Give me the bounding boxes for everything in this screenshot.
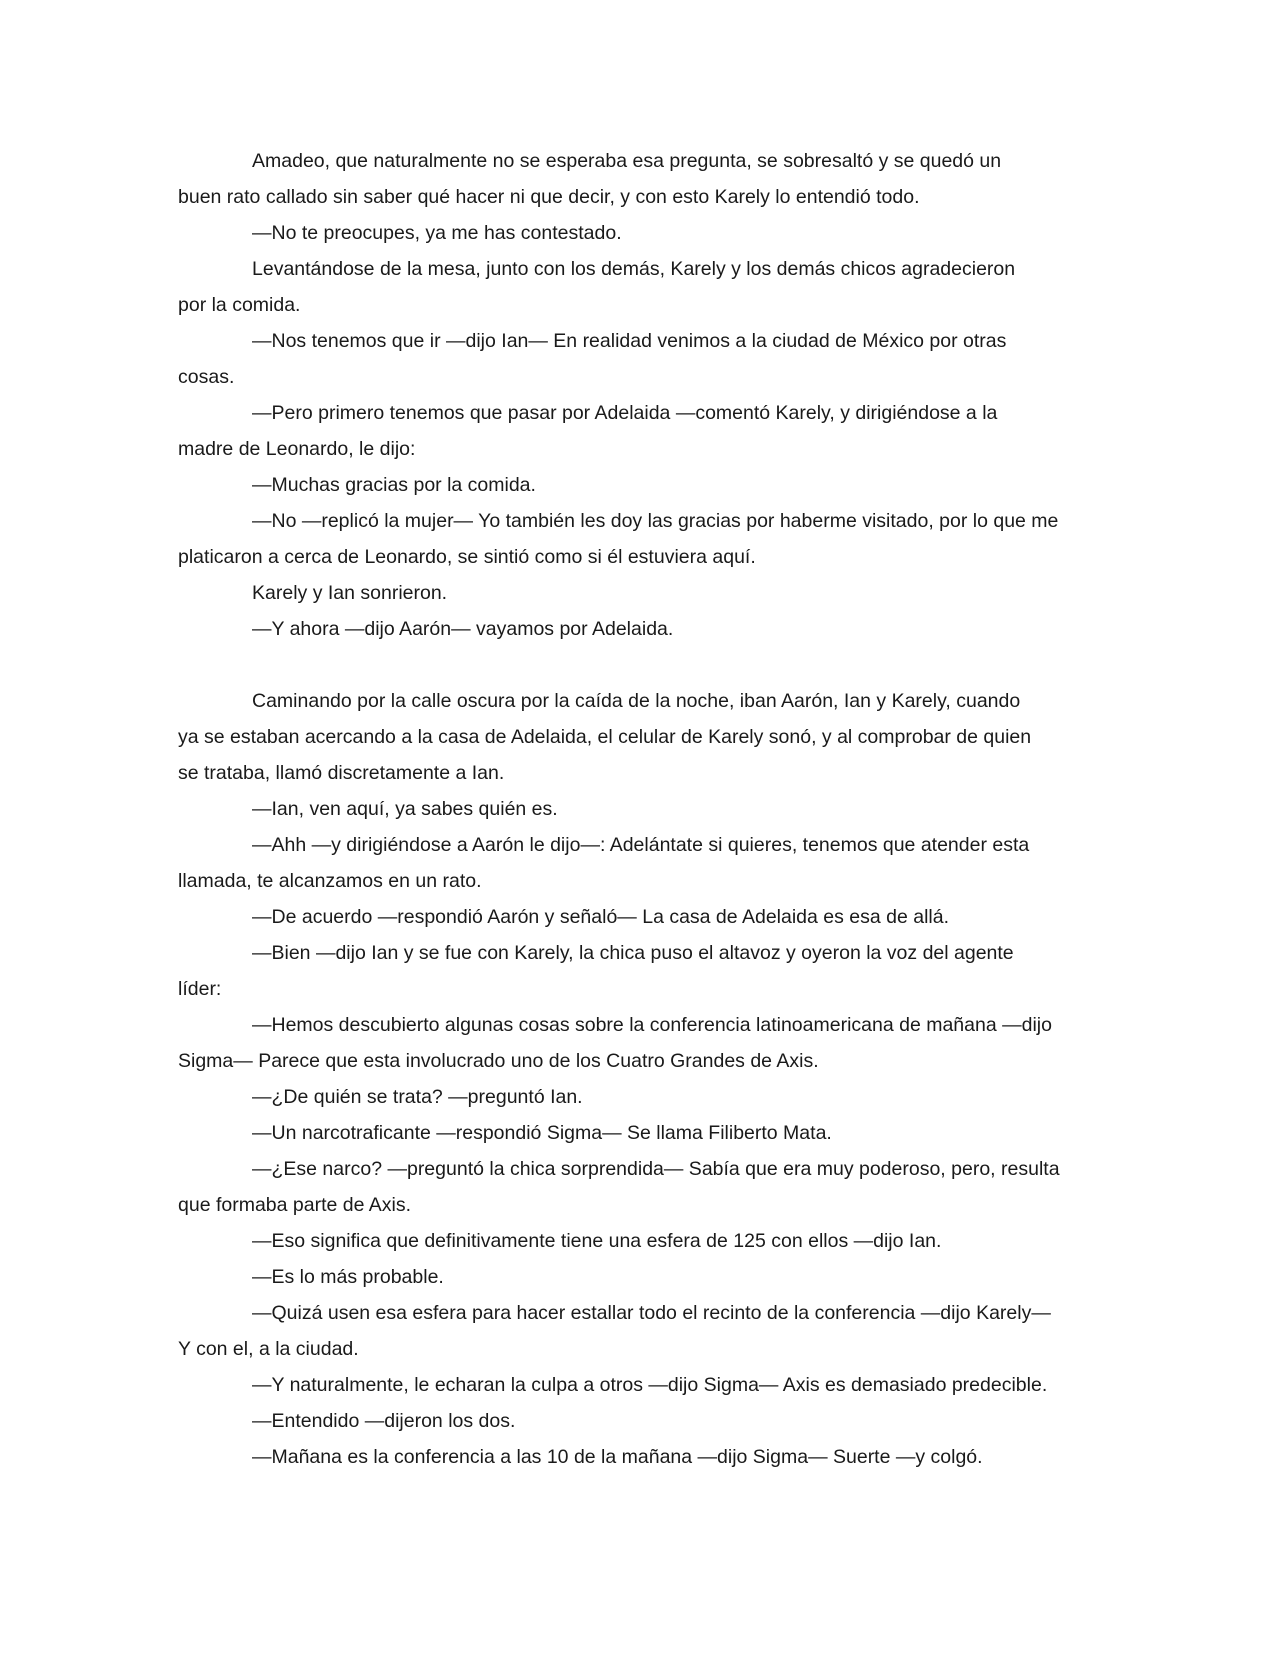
paragraph-first-line: Karely y Ian sonrieron. bbox=[252, 582, 448, 604]
paragraph-first-line: —No te preocupes, ya me has contestado. bbox=[252, 222, 622, 244]
paragraph-first-line: —Bien —dijo Ian y se fue con Karely, la chica puso el altavoz y oyeron la voz del agente bbox=[252, 942, 1014, 964]
paragraph-first-line: —Un narcotraficante —respondió Sigma— Se llama Filiberto Mata. bbox=[252, 1122, 832, 1144]
paragraph-first-line: —¿De quién se trata? —preguntó Ian. bbox=[252, 1086, 583, 1108]
paragraph-continuation-line: por la comida. bbox=[178, 294, 301, 316]
paragraph-first-line: —Nos tenemos que ir —dijo Ian— En realidad venimos a la ciudad de México por otras bbox=[252, 330, 1007, 352]
paragraph-continuation-line: Y con el, a la ciudad. bbox=[178, 1338, 359, 1360]
paragraph-continuation-line: que formaba parte de Axis. bbox=[178, 1194, 412, 1216]
paragraph-first-line: —¿Ese narco? —preguntó la chica sorprendida— Sabía que era muy poderoso, pero, resulta bbox=[252, 1158, 1060, 1180]
paragraph-first-line: —Y ahora —dijo Aarón— vayamos por Adelaida. bbox=[252, 618, 674, 640]
paragraph-continuation-line: se trataba, llamó discretamente a Ian. bbox=[178, 762, 505, 784]
paragraph-continuation-line: llamada, te alcanzamos en un rato. bbox=[178, 870, 482, 892]
paragraph-continuation-line: platicaron a cerca de Leonardo, se sintió como si él estuviera aquí. bbox=[178, 546, 756, 568]
paragraph-first-line: —Quizá usen esa esfera para hacer estallar todo el recinto de la conferencia —dijo Karely— bbox=[252, 1302, 1051, 1324]
paragraph-first-line: —No —replicó la mujer— Yo también les doy las gracias por haberme visitado, por lo que me bbox=[252, 510, 1059, 532]
paragraph-continuation-line: Sigma— Parece que esta involucrado uno de los Cuatro Grandes de Axis. bbox=[178, 1050, 819, 1072]
paragraph-first-line: Amadeo, que naturalmente no se esperaba esa pregunta, se sobresaltó y se quedó un bbox=[252, 150, 1002, 172]
paragraph-continuation-line: ya se estaban acercando a la casa de Adelaida, el celular de Karely sonó, y al comprobar de quien bbox=[178, 726, 1032, 748]
paragraph-first-line: —Mañana es la conferencia a las 10 de la mañana —dijo Sigma— Suerte —y colgó. bbox=[252, 1446, 983, 1468]
paragraph-continuation-line: cosas. bbox=[178, 366, 235, 388]
paragraph-first-line: —Es lo más probable. bbox=[252, 1266, 444, 1288]
paragraph-first-line: —De acuerdo —respondió Aarón y señaló— La casa de Adelaida es esa de allá. bbox=[252, 906, 950, 928]
paragraph-first-line: —Muchas gracias por la comida. bbox=[252, 474, 536, 496]
paragraph-first-line: —Pero primero tenemos que pasar por Adelaida —comentó Karely, y dirigiéndose a la bbox=[252, 402, 998, 424]
paragraph-continuation-line: madre de Leonardo, le dijo: bbox=[178, 438, 416, 460]
paragraph-first-line: —Ahh —y dirigiéndose a Aarón le dijo—: Adelántate si quieres, tenemos que atender esta bbox=[252, 834, 1030, 856]
paragraph-first-line: —Y naturalmente, le echaran la culpa a otros —dijo Sigma— Axis es demasiado predecible. bbox=[252, 1374, 1048, 1396]
blank-line bbox=[178, 647, 1108, 683]
document-body bbox=[178, 143, 1108, 1475]
paragraph-first-line: —Entendido —dijeron los dos. bbox=[252, 1410, 516, 1432]
paragraph-first-line: Levantándose de la mesa, junto con los demás, Karely y los demás chicos agradecieron bbox=[252, 258, 1016, 280]
paragraph-first-line: —Ian, ven aquí, ya sabes quién es. bbox=[252, 798, 558, 820]
paragraph-continuation-line: buen rato callado sin saber qué hacer ni que decir, y con esto Karely lo entendió todo. bbox=[178, 186, 920, 208]
paragraph-first-line: —Eso significa que definitivamente tiene una esfera de 125 con ellos —dijo Ian. bbox=[252, 1230, 942, 1252]
paragraph-first-line: —Hemos descubierto algunas cosas sobre la conferencia latinoamericana de mañana —dijo bbox=[252, 1014, 1052, 1036]
paragraph-first-line: Caminando por la calle oscura por la caída de la noche, iban Aarón, Ian y Karely, cuando bbox=[252, 690, 1021, 712]
paragraph-continuation-line: líder: bbox=[178, 978, 222, 1000]
